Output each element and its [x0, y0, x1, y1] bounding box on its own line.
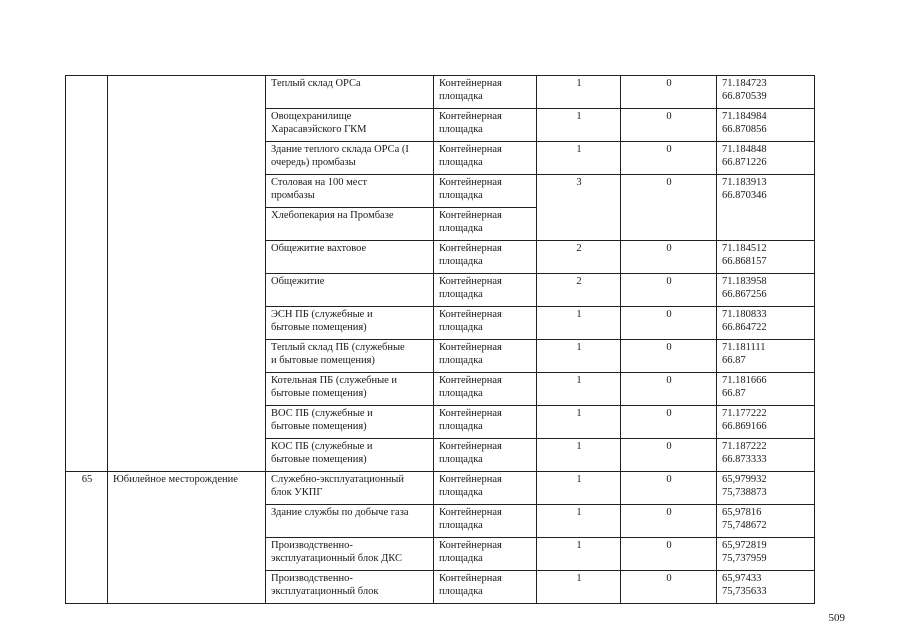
coordinates-cell [717, 571, 815, 604]
coordinate-line: 71.187222 [722, 441, 767, 452]
coordinate-line: 75,748672 [722, 520, 767, 531]
coordinate-line: 71.183913 [722, 177, 767, 188]
site-type-cell [434, 307, 537, 340]
volume-cell: 0 [621, 307, 717, 340]
site-type-line: площадка [439, 454, 483, 465]
object-line: блок УКПГ [271, 487, 323, 498]
site-type-line: площадка [439, 124, 483, 135]
object-line: Харасавэйского ГКМ [271, 124, 367, 135]
coordinate-line: 71.183958 [722, 276, 767, 287]
site-type-line: Контейнерная [439, 144, 502, 155]
object-line: Общежитие вахтовое [271, 243, 367, 254]
waste-sites-table [65, 75, 815, 604]
site-type-line: Контейнерная [439, 441, 502, 452]
coordinates-cell [717, 340, 815, 373]
site-type-line: Контейнерная [439, 375, 502, 386]
object-line: КОС ПБ (служебные и [271, 441, 373, 452]
container-count-cell: 1 [537, 439, 621, 472]
object-cell [266, 307, 434, 340]
coordinate-line: 71.184512 [722, 243, 767, 254]
site-type-line: площадка [439, 487, 483, 498]
container-count-cell: 1 [537, 142, 621, 175]
object-line: бытовые помещения) [271, 421, 367, 432]
site-type-line: Контейнерная [439, 408, 502, 419]
object-cell [266, 571, 434, 604]
container-count-cell: 1 [537, 472, 621, 505]
coordinates-cell [717, 76, 815, 109]
coordinates-cell [717, 538, 815, 571]
coordinate-line: 66.869166 [722, 421, 767, 432]
coordinate-line: 71.184984 [722, 111, 767, 122]
volume-cell: 0 [621, 109, 717, 142]
object-line: Овощехранилище [271, 111, 352, 122]
coordinate-line: 65,97433 [722, 573, 762, 584]
coordinate-line: 71.184848 [722, 144, 767, 155]
object-line: Производственно- [271, 573, 353, 584]
site-type-line: площадка [439, 421, 483, 432]
site-type-cell [434, 406, 537, 439]
object-line: Котельная ПБ (служебные и [271, 375, 398, 386]
coordinate-line: 71.181111 [722, 342, 766, 353]
coordinate-line: 66.870539 [722, 91, 767, 102]
coordinate-line: 71.181666 [722, 375, 767, 386]
object-line: ЭСН ПБ (служебные и [271, 309, 373, 320]
container-count-cell: 1 [537, 76, 621, 109]
site-type-line: площадка [439, 355, 483, 366]
volume-cell: 0 [621, 373, 717, 406]
site-type-line: площадка [439, 586, 483, 597]
site-type-cell [434, 208, 537, 241]
object-line: и бытовые помещения) [271, 355, 375, 366]
site-type-line: площадка [439, 157, 483, 168]
volume-cell: 0 [621, 340, 717, 373]
site-type-cell [434, 571, 537, 604]
object-line: Теплый склад ОРСа [271, 78, 361, 89]
group-number-cell: 65 [66, 472, 108, 604]
coordinates-cell [717, 274, 815, 307]
coordinate-line: 66.864722 [722, 322, 767, 333]
container-count-cell: 1 [537, 307, 621, 340]
object-line: Теплый склад ПБ (служебные [271, 342, 405, 353]
object-line: ВОС ПБ (служебные и [271, 408, 373, 419]
object-line: бытовые помещения) [271, 322, 367, 333]
container-count-cell: 1 [537, 571, 621, 604]
site-type-line: площадка [439, 322, 483, 333]
site-type-cell [434, 76, 537, 109]
site-type-line: Контейнерная [439, 507, 502, 518]
site-type-line: Контейнерная [439, 573, 502, 584]
volume-cell: 0 [621, 439, 717, 472]
field-name-cell: Юбилейное месторождение [108, 472, 266, 604]
volume-cell: 0 [621, 76, 717, 109]
coordinate-line: 75,738873 [722, 487, 767, 498]
object-line: эксплуатационный блок ДКС [271, 553, 402, 564]
object-cell [266, 340, 434, 373]
site-type-cell [434, 505, 537, 538]
coordinate-line: 66.868157 [722, 256, 767, 267]
container-count-cell: 1 [537, 373, 621, 406]
volume-cell: 0 [621, 175, 717, 241]
volume-cell: 0 [621, 274, 717, 307]
object-cell [266, 439, 434, 472]
coordinate-line: 75,735633 [722, 586, 767, 597]
site-type-cell [434, 175, 537, 208]
container-count-cell: 2 [537, 241, 621, 274]
coordinates-cell [717, 406, 815, 439]
coordinate-line: 65,979932 [722, 474, 767, 485]
object-cell [266, 505, 434, 538]
object-line: бытовые помещения) [271, 454, 367, 465]
coordinate-line: 66.87 [722, 355, 746, 366]
object-line: Столовая на 100 мест [271, 177, 367, 188]
volume-cell: 0 [621, 241, 717, 274]
object-cell [266, 208, 434, 241]
site-type-line: Контейнерная [439, 342, 502, 353]
coordinate-line: 65,972819 [722, 540, 767, 551]
object-cell [266, 538, 434, 571]
object-line: промбазы [271, 190, 315, 201]
coordinate-line: 75,737959 [722, 553, 767, 564]
site-type-cell [434, 538, 537, 571]
site-type-cell [434, 472, 537, 505]
site-type-line: площадка [439, 223, 483, 234]
object-line: бытовые помещения) [271, 388, 367, 399]
object-line: Здание службы по добыче газа [271, 507, 409, 518]
container-count-cell: 1 [537, 406, 621, 439]
coordinates-cell [717, 175, 815, 241]
coordinate-line: 66.871226 [722, 157, 767, 168]
object-line: Служебно-эксплуатационный [271, 474, 404, 485]
object-cell [266, 373, 434, 406]
site-type-line: Контейнерная [439, 78, 502, 89]
volume-cell: 0 [621, 505, 717, 538]
object-cell [266, 472, 434, 505]
coordinates-cell [717, 142, 815, 175]
field-cell [108, 76, 266, 472]
container-count-cell: 1 [537, 109, 621, 142]
coordinates-cell [717, 109, 815, 142]
coordinates-cell [717, 505, 815, 538]
coordinates-cell [717, 373, 815, 406]
coordinates-cell [717, 241, 815, 274]
coordinate-line: 66.873333 [722, 454, 767, 465]
site-type-line: Контейнерная [439, 309, 502, 320]
container-count-cell: 1 [537, 538, 621, 571]
table-row [66, 472, 815, 505]
site-type-line: Контейнерная [439, 210, 502, 221]
table-row [66, 76, 815, 109]
volume-cell: 0 [621, 538, 717, 571]
site-type-line: площадка [439, 190, 483, 201]
object-cell [266, 274, 434, 307]
coordinate-line: 71.184723 [722, 78, 767, 89]
site-type-cell [434, 439, 537, 472]
site-type-line: площадка [439, 256, 483, 267]
object-cell [266, 175, 434, 208]
object-line: эксплуатационный блок [271, 586, 379, 597]
site-type-cell [434, 373, 537, 406]
site-type-line: площадка [439, 91, 483, 102]
coordinate-line: 71.180833 [722, 309, 767, 320]
coordinates-cell [717, 439, 815, 472]
page-number: 509 [828, 612, 845, 624]
site-type-line: Контейнерная [439, 276, 502, 287]
object-line: Производственно- [271, 540, 353, 551]
object-cell [266, 241, 434, 274]
container-count-cell: 3 [537, 175, 621, 241]
coordinates-cell [717, 472, 815, 505]
coordinate-line: 65,97816 [722, 507, 762, 518]
volume-cell: 0 [621, 472, 717, 505]
object-line: очередь) промбазы [271, 157, 356, 168]
site-type-line: площадка [439, 553, 483, 564]
coordinate-line: 71.177222 [722, 408, 767, 419]
site-type-cell [434, 274, 537, 307]
container-count-cell: 1 [537, 505, 621, 538]
object-line: Общежитие [271, 276, 325, 287]
number-cell [66, 76, 108, 472]
site-type-line: Контейнерная [439, 111, 502, 122]
site-type-line: площадка [439, 520, 483, 531]
site-type-cell [434, 142, 537, 175]
site-type-line: Контейнерная [439, 177, 502, 188]
site-type-line: Контейнерная [439, 243, 502, 254]
container-count-cell: 2 [537, 274, 621, 307]
site-type-line: Контейнерная [439, 474, 502, 485]
object-line: Хлебопекария на Промбазе [271, 210, 394, 221]
site-type-cell [434, 340, 537, 373]
coordinate-line: 66.87 [722, 388, 746, 399]
site-type-cell [434, 109, 537, 142]
coordinate-line: 66.870346 [722, 190, 767, 201]
volume-cell: 0 [621, 142, 717, 175]
site-type-cell [434, 241, 537, 274]
object-cell [266, 76, 434, 109]
site-type-line: площадка [439, 388, 483, 399]
coordinates-cell [717, 307, 815, 340]
coordinate-line: 66.870856 [722, 124, 767, 135]
volume-cell: 0 [621, 571, 717, 604]
object-cell [266, 109, 434, 142]
coordinate-line: 66.867256 [722, 289, 767, 300]
site-type-line: площадка [439, 289, 483, 300]
object-cell [266, 142, 434, 175]
volume-cell: 0 [621, 406, 717, 439]
site-type-line: Контейнерная [439, 540, 502, 551]
object-line: Здание теплого склада ОРСа (I [271, 144, 409, 155]
object-cell [266, 406, 434, 439]
container-count-cell: 1 [537, 340, 621, 373]
